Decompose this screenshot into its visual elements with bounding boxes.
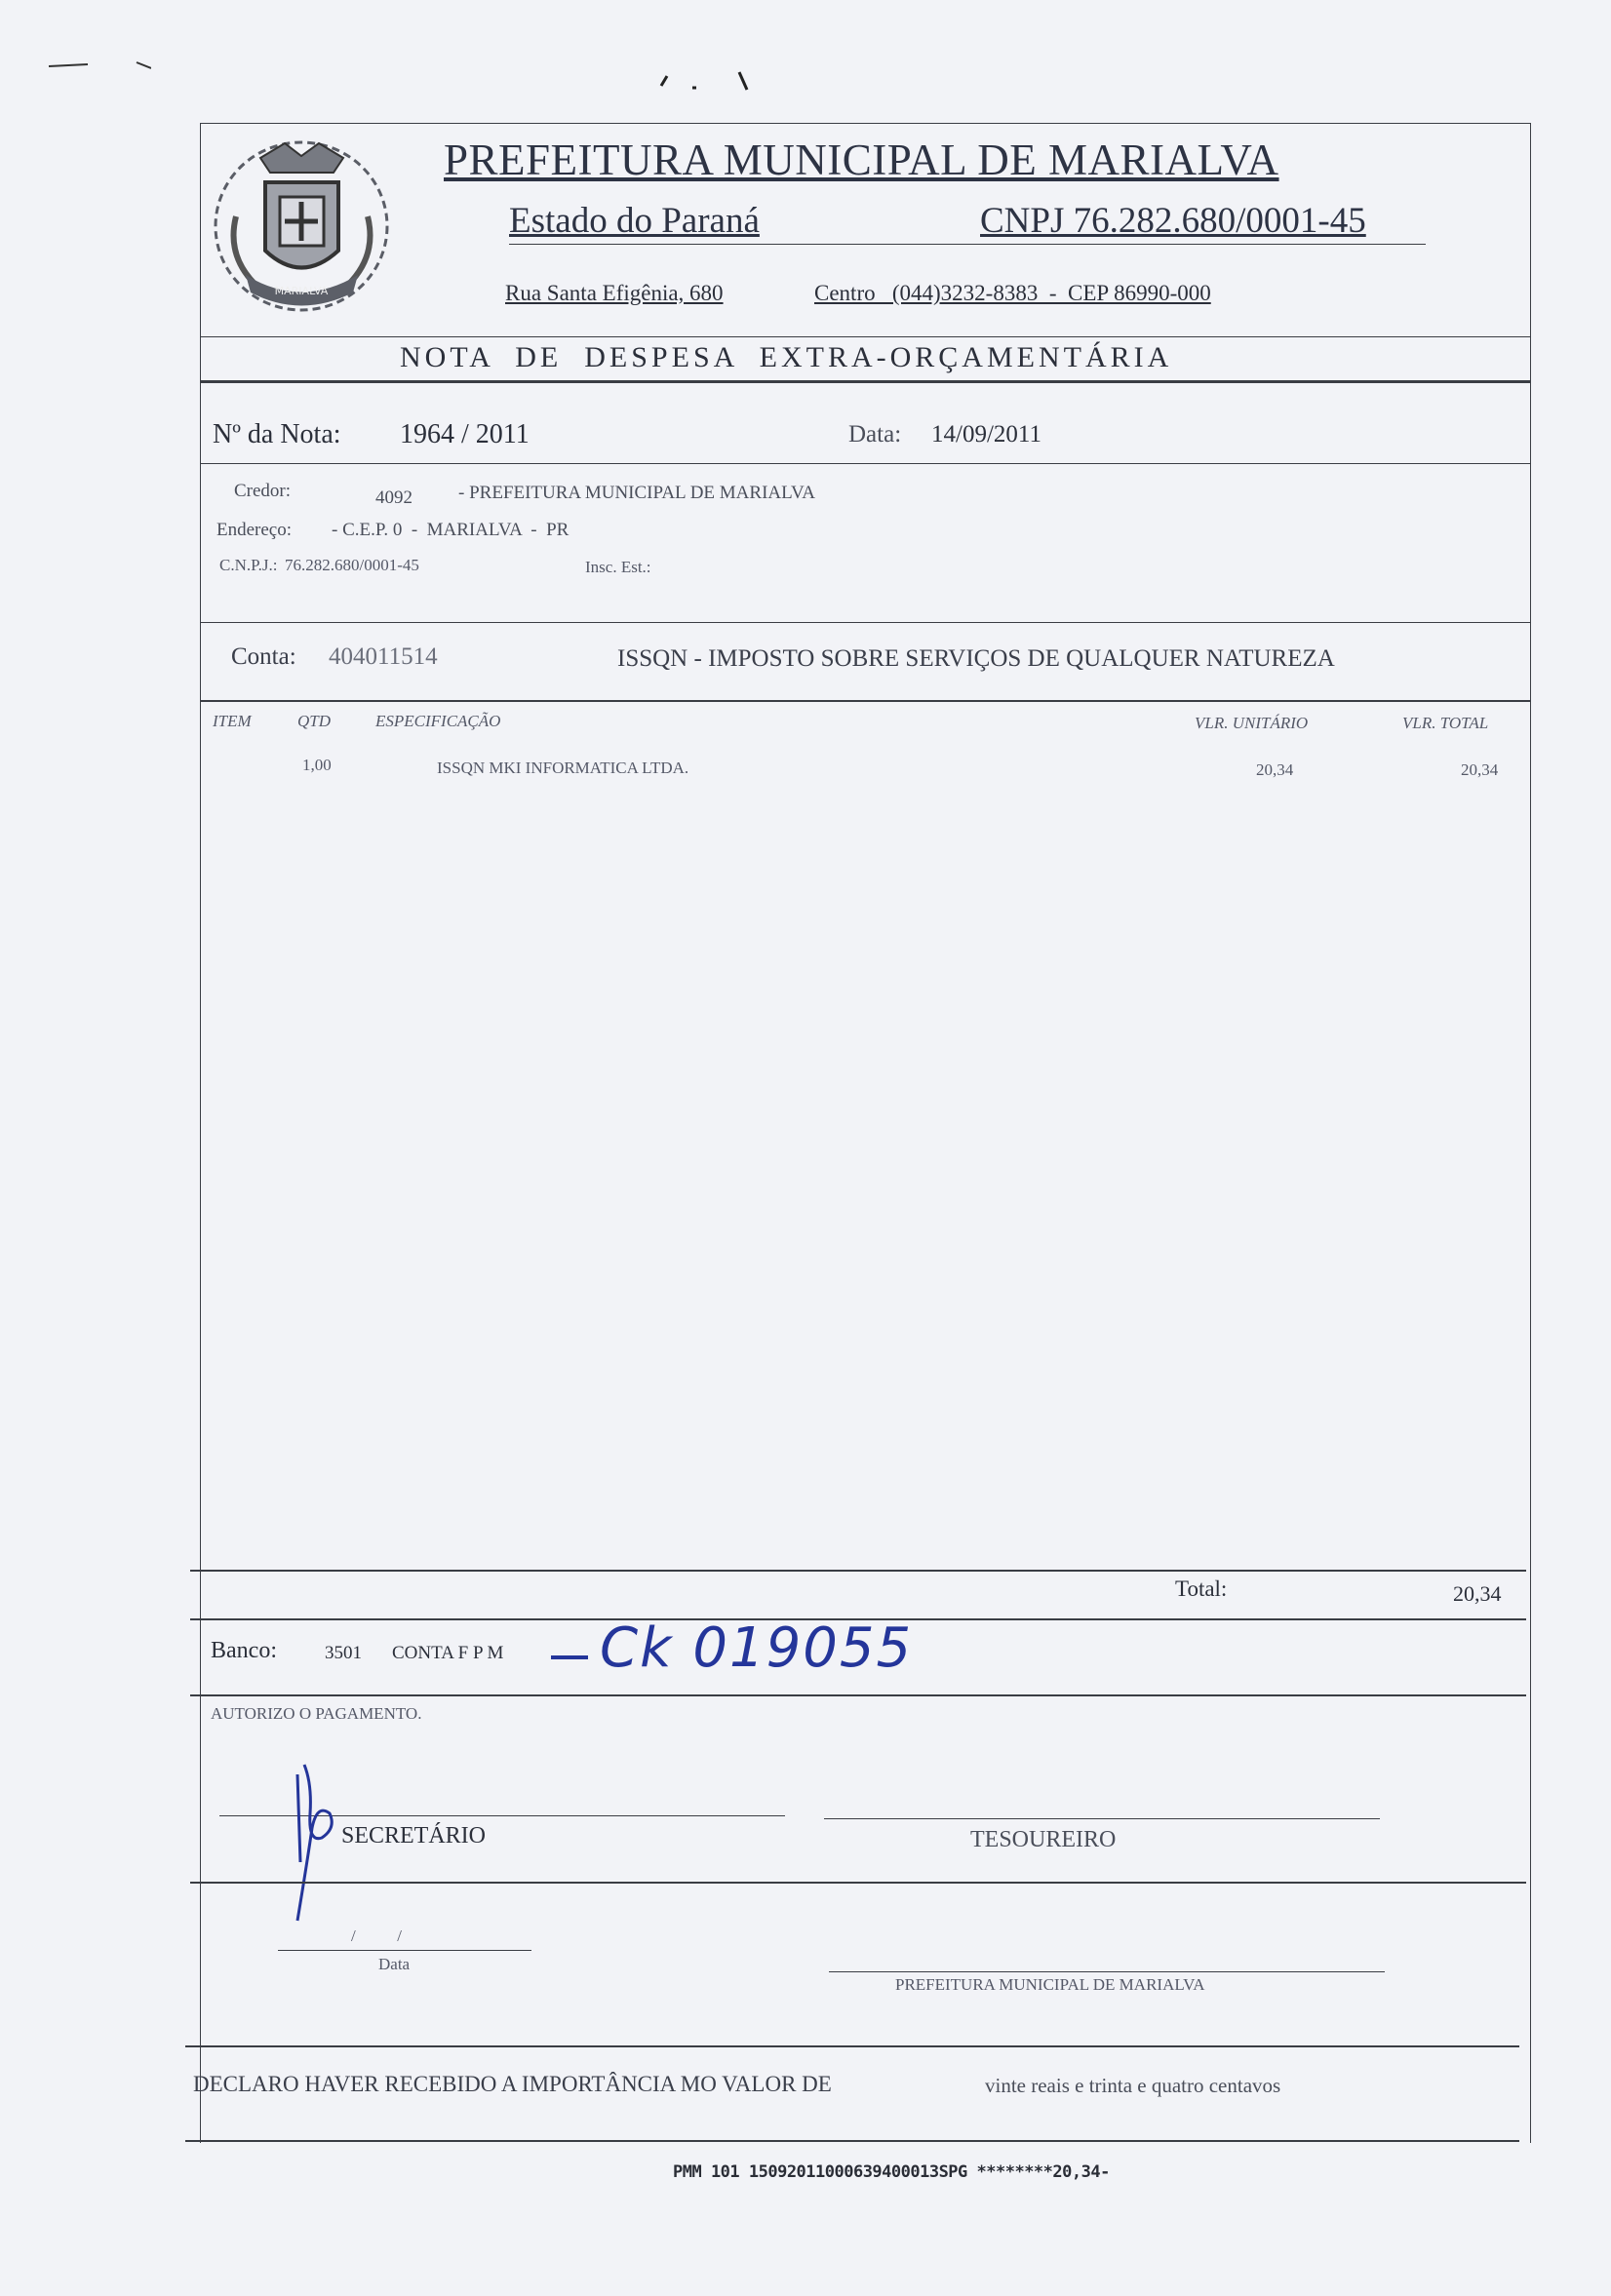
amount-in-words: vinte reais e trinta e quatro centavos (985, 2074, 1281, 2097)
banco-code: 3501 (325, 1643, 362, 1663)
handwritten-dash (551, 1655, 588, 1659)
total-label: Total: (1175, 1576, 1228, 1601)
handwritten-signature (283, 1755, 361, 1930)
col-total-header: VLR. TOTAL (1402, 714, 1489, 732)
row-qtd: 1,00 (302, 756, 332, 774)
credor-code: 4092 (375, 487, 413, 508)
conta-fpm-label: CONTA F P M (392, 1643, 504, 1663)
endereco-label: Endereço: (216, 520, 293, 540)
state-name: Estado do Paraná (509, 201, 760, 241)
conta-label: Conta: (231, 643, 296, 670)
credor-divider (200, 622, 1531, 623)
total-value: 20,34 (1453, 1581, 1502, 1606)
conta-number: 404011514 (329, 643, 438, 670)
secretario-label: SECRETÁRIO (341, 1823, 487, 1848)
top-marks (653, 66, 761, 96)
address-rest: Centro (044)3232-8383 - CEP 86990-000 (814, 281, 1211, 305)
col-qtd-header: QTD (297, 712, 332, 730)
authentication-code: PMM 101 15092011000639400013SPG ********20,34- (673, 2162, 1110, 2182)
row-unit: 20,34 (1256, 760, 1294, 779)
credor-label: Credor: (234, 481, 292, 501)
date-label: Data: (848, 421, 902, 448)
autorizo-text: AUTORIZO O PAGAMENTO. (211, 1704, 422, 1723)
col-unit-header: VLR. UNITÁRIO (1195, 714, 1309, 732)
cnpj-value: 76.282.680/0001-45 (285, 556, 419, 574)
declaro-top-line (185, 2045, 1519, 2047)
endereco-value: - C.E.P. 0 - MARIALVA - PR (332, 520, 570, 540)
banco-label: Banco: (211, 1638, 277, 1663)
insc-est-label: Insc. Est.: (585, 558, 651, 576)
address-street: Rua Santa Efigênia, 680 (505, 281, 724, 305)
date-value: 14/09/2011 (931, 421, 1041, 448)
nota-value: 1964 / 2011 (400, 419, 530, 449)
declaro-bottom-line (185, 2140, 1519, 2142)
state-underline (509, 244, 1426, 245)
municipality-title: PREFEITURA MUNICIPAL DE MARIALVA (444, 136, 1279, 184)
conta-divider (200, 700, 1531, 702)
top-scribble (44, 57, 151, 72)
col-spec-header: ESPECIFICAÇÃO (375, 712, 501, 730)
row-total: 20,34 (1461, 760, 1499, 779)
date-caption: Data (378, 1955, 411, 1973)
tesoureiro-label: TESOUREIRO (970, 1827, 1117, 1852)
row-spec: ISSQN MKI INFORMATICA LTDA. (437, 759, 689, 777)
col-item-header: ITEM (213, 712, 252, 730)
logo-banner-text: MARIALVA (274, 285, 329, 297)
tesoureiro-signature-line (824, 1818, 1380, 1819)
conta-description: ISSQN - IMPOSTO SOBRE SERVIÇOS DE QUALQUER NATUREZA (617, 645, 1335, 672)
coat-of-arms-logo (207, 129, 397, 319)
title-bottom-line (200, 380, 1531, 383)
total-top-line (190, 1570, 1526, 1572)
prefeitura-signature-line (829, 1971, 1385, 1972)
prefeitura-signature-label: PREFEITURA MUNICIPAL DE MARIALVA (895, 1975, 1205, 1994)
nota-label: Nº da Nota: (213, 419, 341, 449)
handwritten-check-number: Ck 019055 (600, 1616, 914, 1680)
signature-section-divider (190, 1882, 1526, 1884)
date-line (278, 1950, 531, 1951)
credor-name: - PREFEITURA MUNICIPAL DE MARIALVA (458, 483, 815, 503)
declaro-text: DECLARO HAVER RECEBIDO A IMPORTÂNCIA MO VALOR DE (193, 2072, 832, 2096)
date-slashes: / / (351, 1926, 402, 1945)
banco-bottom-line (190, 1694, 1526, 1696)
nota-divider (200, 463, 1531, 464)
document-title: NOTA DE DESPESA EXTRA-ORÇAMENTÁRIA (400, 341, 1173, 373)
cnpj-label: C.N.P.J.: (219, 556, 278, 574)
header-cnpj: CNPJ 76.282.680/0001-45 (980, 201, 1366, 241)
title-top-line (200, 336, 1531, 337)
